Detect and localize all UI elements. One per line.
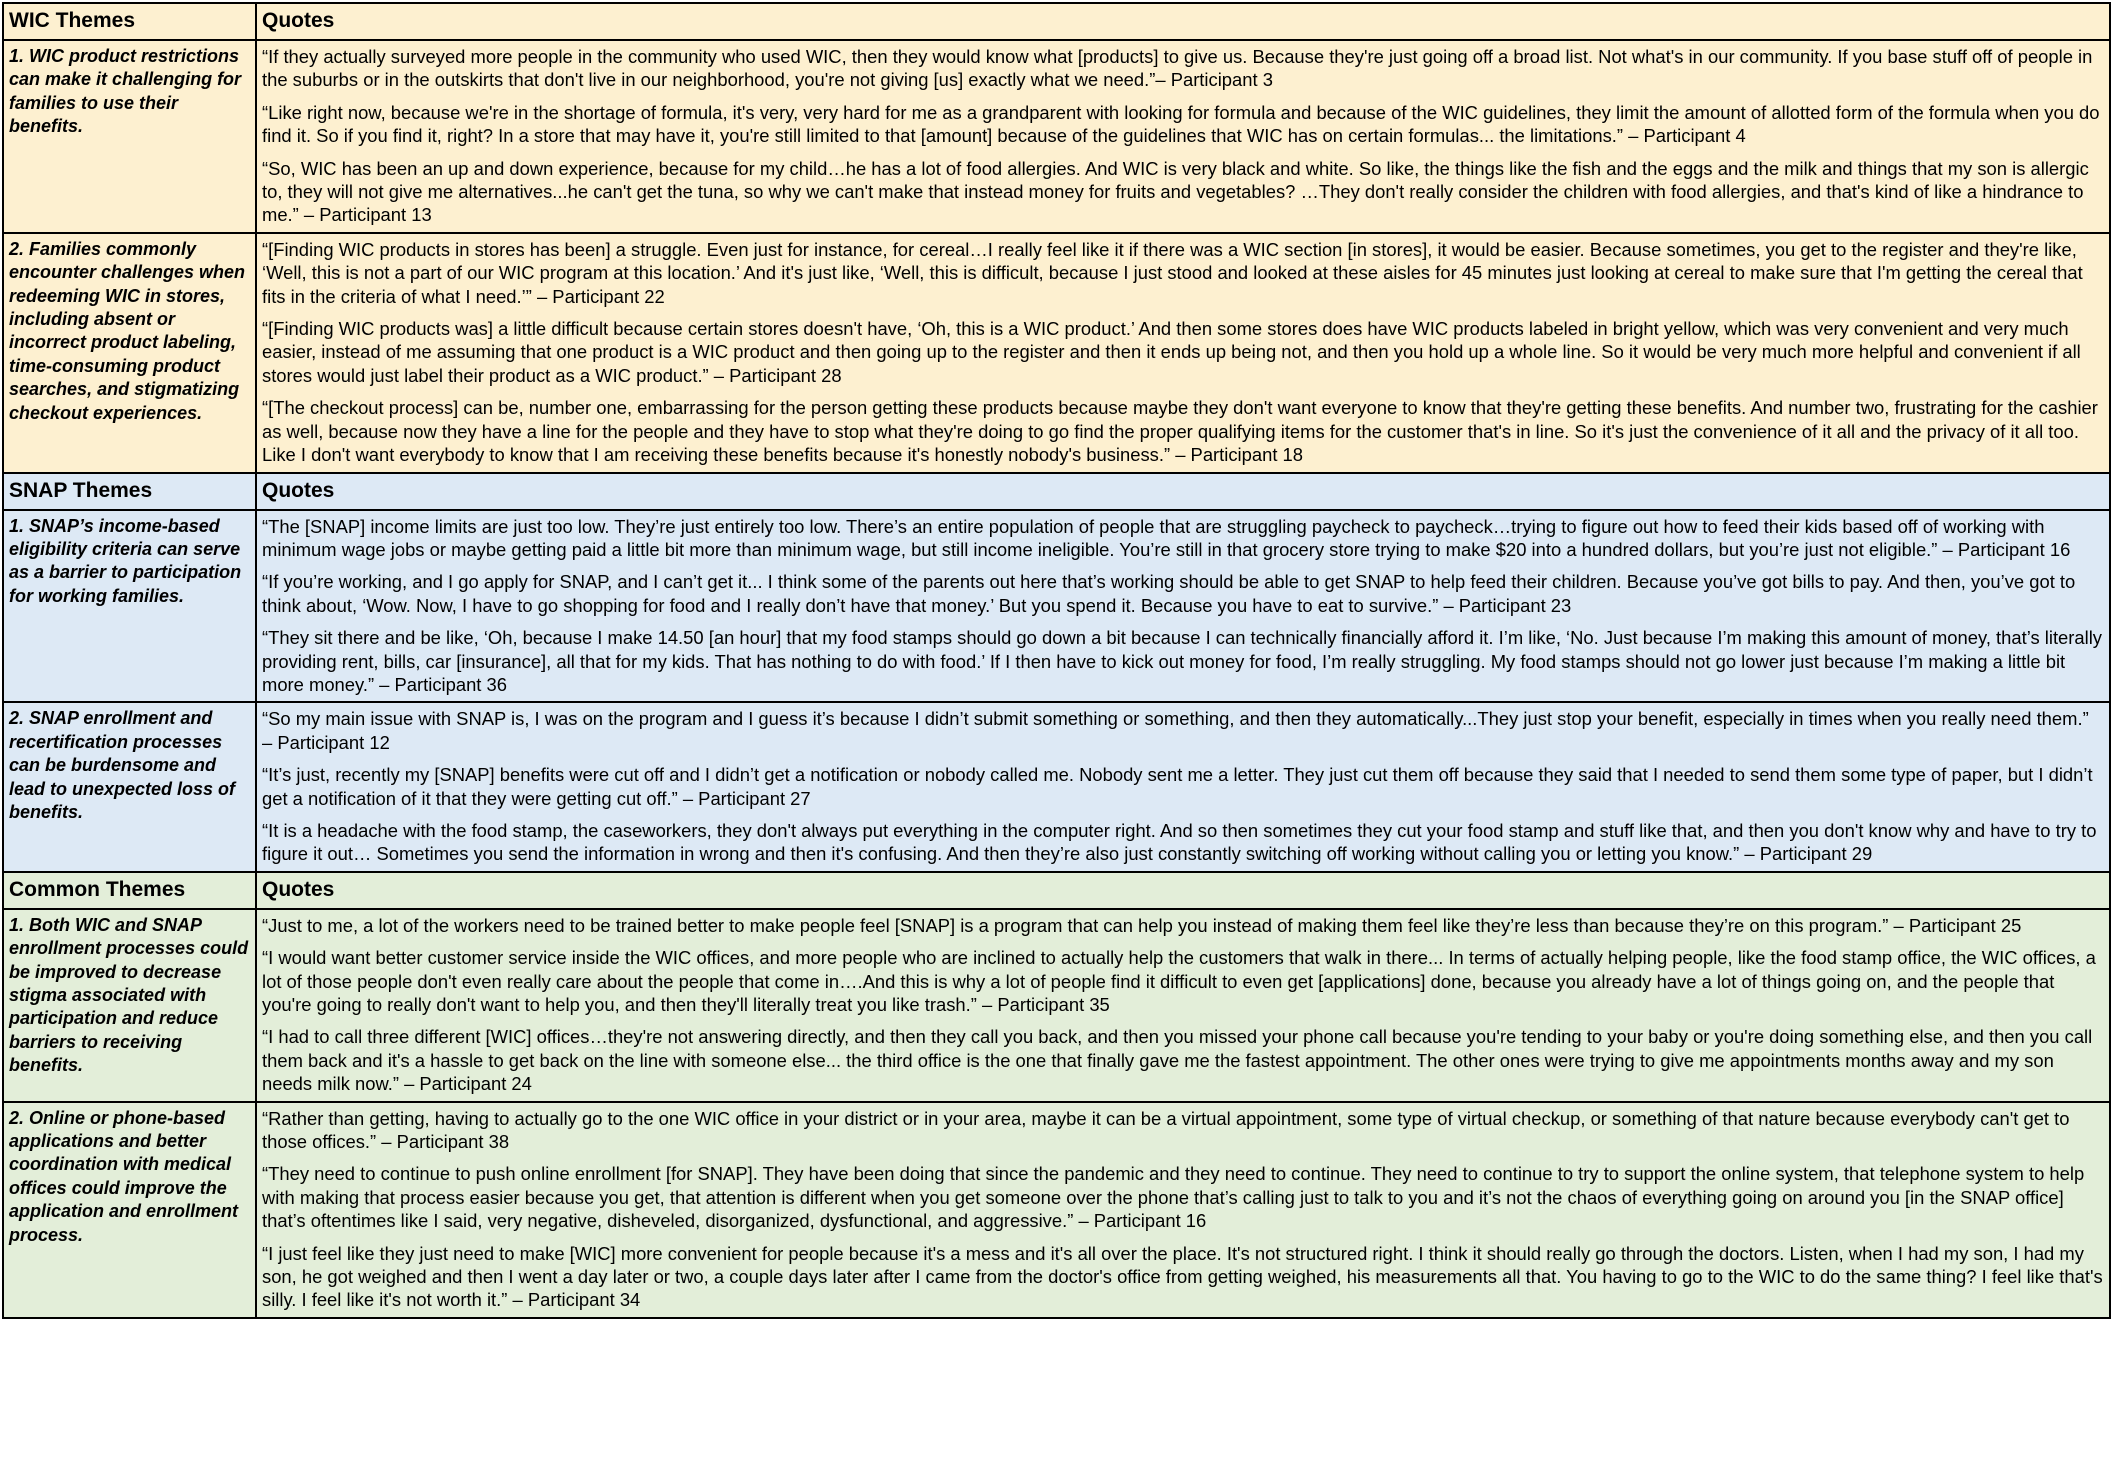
snap-themes-heading: SNAP Themes — [3, 473, 256, 510]
snap-theme-row-1 — [3, 510, 2110, 703]
participant-quote: “If you’re working, and I go apply for SNAP, and I can’t get it... I think some of the parents out here that’s working should be able to get SNAP to help feed their children. Because you’ve got bills to pay. And then, you’ve got to think about, ‘Wow. Now, I have to go shopping for food and I really don’t have that money.’ But you spend it. Because you have to eat to survive.” – Participant 23 — [262, 571, 2076, 616]
quotes-cell — [256, 702, 2110, 871]
snap-theme-row-2 — [3, 702, 2110, 871]
common-header-row — [3, 872, 2110, 909]
common-theme-row-1 — [3, 909, 2110, 1102]
wic-themes-heading: WIC Themes — [3, 3, 256, 40]
participant-quote: “So my main issue with SNAP is, I was on the program and I guess it’s because I didn’t submit something or something, and then they automatically...They just stop your benefit, especially in times when you really need them.” – Participant 12 — [262, 708, 2089, 753]
participant-quote: “I would want better customer service inside the WIC offices, and more people who are inclined to actually help the customers that walk in there... In terms of actually helping people, like the food stamp office, the WIC offices, a lot of those people don't even really care about the people that come in….And this is why a lot of people find it difficult to even get [applications] done, because you already have a lot of things going on, and the people that you're going to really don't want to help you, and then they'll literally treat you like trash.” – Participant 35 — [262, 947, 2096, 1015]
participant-quote: “Like right now, because we're in the shortage of formula, it's very, very hard for me as a grandparent with looking for formula and because of the WIC guidelines, they limit the amount of allotted form of the formula when you do find it. So if you find it, right? In a store that may have it, you're still limited to that [amount] because of the guidelines that WIC has on certain formulas... the limitations.” – Participant 4 — [262, 101, 2100, 147]
participant-quote: “[Finding WIC products in stores has been] a struggle. Even just for instance, for cereal…I really feel like it if there was a WIC section [in stores], it would be easier. Because sometimes, you get to the register and they're like, ‘Well, this is not a part of our WIC program at this location.’ And it's just like, ‘Well, this is difficult, because I just stood and looked at these aisles for 45 minutes just looking at cereal to make sure that I'm getting the cereal that fits in the criteria of what I need.’” – Participant 22 — [262, 238, 2083, 307]
participant-quote: “They sit there and be like, ‘Oh, because I make 14.50 [an hour] that my food stamps should go down a bit because I can technically financially afford it. I’m like, ‘No. Just because I’m making this amount of money, that’s literally providing rent, bills, car [insurance], all that for my kids. That has nothing to do with food.’ If I then have to kick out money for food, I’m really struggling. My food stamps should not go lower just because I’m making a little bit more money.” – Participant 36 — [262, 627, 2103, 695]
theme-statement: 2. Families commonly encounter challenges when redeeming WIC in stores, including absent or incorrect product labeling, time-consuming product searches, and stigmatizing checkout experiences. — [3, 233, 256, 473]
quotes-cell — [256, 40, 2110, 233]
quotes-cell — [256, 233, 2110, 473]
snap-quotes-heading: Quotes — [256, 473, 2110, 510]
theme-statement: 1. WIC product restrictions can make it challenging for families to use their benefits. — [3, 40, 256, 233]
snap-header-row — [3, 473, 2110, 510]
common-quotes-heading: Quotes — [256, 872, 2110, 909]
participant-quote: “It’s just, recently my [SNAP] benefits were cut off and I didn’t get a notification or nobody called me. Nobody sent me a letter. They just cut them off because they said that I needed to send them some type of paper, but I didn’t get a notification of it that they were getting cut off.” – Participant 27 — [262, 764, 2093, 809]
participant-quote: “I had to call three different [WIC] offices…they're not answering directly, and then they call you back, and then you missed your phone call because you're tending to your baby or you're doing something else, and then you call them back and it's a hassle to get back on the line with someone else... the third office is the one that finally gave me the fastest appointment. The other ones were trying to give me appointments months away and my son needs milk now.” – Participant 24 — [262, 1026, 2093, 1095]
participant-quote: “[Finding WIC products was] a little difficult because certain stores doesn't have, ‘Oh, this is a WIC product.’ And then some stores does have WIC products labeled in bright yellow, which was very convenient and very much easier, instead of me assuming that one product is a WIC product and then going up to the register and then it ends up being not, and then you hold up a whole line. So it would be very much more helpful and convenient if all stores would just label their product as a WIC product.” – Participant 28 — [262, 318, 2081, 386]
quotes-cell — [256, 1102, 2110, 1318]
participant-quote: “If they actually surveyed more people in the community who used WIC, then they would know what [products] to give us. Because they're just going off a broad list. Not what's in our community. If you base stuff off of people in the suburbs or in the outskirts that don't live in our neighborhood, you're not giving [us] exactly what we need.”– Participant 3 — [262, 46, 2093, 91]
participant-quote: “[The checkout process] can be, number one, embarrassing for the person getting these products because maybe they don't want everyone to know that they're getting these benefits. And number two, frustrating for the cashier as well, because now they have a line for the people and they have to stop what they're doing to go find the proper qualifying items for the customer that's in line. So it's just the convenience of it all and the privacy of it all too. Like I don't want everybody to know that I am receiving these benefits because it's honestly nobody's business.” – Participant 18 — [262, 397, 2098, 466]
themes-quotes-table — [2, 2, 2111, 1319]
participant-quote: “It is a headache with the food stamp, the caseworkers, they don't always put everything in the computer right. And so then sometimes they cut your food stamp and stuff like that, and then you don't know why and have to try to figure it out… Sometimes you send the information in wrong and then it's confusing. And then they’re also just constantly switching off working without calling you or letting you know.” – Participant 29 — [262, 819, 2097, 865]
theme-statement: 2. SNAP enrollment and recertification processes can be burdensome and lead to unexpected loss of benefits. — [3, 702, 256, 871]
wic-header-row — [3, 3, 2110, 40]
participant-quote: “The [SNAP] income limits are just too low. They’re just entirely too low. There’s an entire population of people that are struggling paycheck to paycheck…trying to figure out how to feed their kids based off of working with minimum wage jobs or maybe getting paid a little bit more than minimum wage, but still income ineligible. You’re still in that grocery store trying to make $20 into a hundred dollars, but you’re just not eligible.” – Participant 16 — [262, 515, 2071, 560]
participant-quote: “Just to me, a lot of the workers need to be trained better to make people feel [SNAP] is a program that can help you instead of making them feel like they’re less than because they’re on this program.” – Participant 25 — [262, 914, 2022, 936]
quotes-cell — [256, 510, 2110, 703]
theme-statement: 1. Both WIC and SNAP enrollment processes could be improved to decrease stigma associated with participation and reduce barriers to receiving benefits. — [3, 909, 256, 1102]
common-themes-heading: Common Themes — [3, 872, 256, 909]
participant-quote: “I just feel like they just need to make [WIC] more convenient for people because it's a mess and it's all over the place. It's not structured right. I think it should really go through the doctors. Listen, when I had my son, I had my son, he got weighed and then I went a day later or two, a couple days later after I came from the doctor's office from getting weighed, his measurements all that. You having to go to the WIC to do the same thing? I feel like that's silly. I feel like it's not worth it.” – Participant 34 — [262, 1242, 2103, 1311]
participant-quote: “So, WIC has been an up and down experience, because for my child…he has a lot of food allergies. And WIC is very black and white. So like, the things like the fish and the eggs and the milk and things that my son is allergic to, they will not give me alternatives...he can't get the tuna, so why we can't make that instead money for fruits and vegetables? …They don't really consider the children with food allergies, and that's kind of like a hindrance to me.” – Participant 13 — [262, 157, 2089, 226]
quotes-cell — [256, 909, 2110, 1102]
participant-quote: “Rather than getting, having to actually go to the one WIC office in your district or in your area, maybe it can be a virtual appointment, some type of virtual checkup, or something of that nature because everybody can't get to those offices.” – Participant 38 — [262, 1107, 2070, 1153]
common-theme-row-2 — [3, 1102, 2110, 1318]
wic-theme-row-1 — [3, 40, 2110, 233]
wic-theme-row-2 — [3, 233, 2110, 473]
theme-statement: 2. Online or phone-based applications and better coordination with medical offices could improve the application and enrollment process. — [3, 1102, 256, 1318]
theme-statement: 1. SNAP’s income-based eligibility criteria can serve as a barrier to participation for working families. — [3, 510, 256, 703]
wic-quotes-heading: Quotes — [256, 3, 2110, 40]
participant-quote: “They need to continue to push online enrollment [for SNAP]. They have been doing that since the pandemic and they need to continue. They need to continue to try to support the online system, that telephone system to help with making that process easier because you get, that attention is different when you get someone over the phone that’s calling just to talk to you and it’s not the chaos of everything going on around you [in the SNAP office] that’s oftentimes like I said, very negative, disheveled, disorganized, dysfunctional, and aggressive.” – Participant 16 — [262, 1163, 2085, 1232]
